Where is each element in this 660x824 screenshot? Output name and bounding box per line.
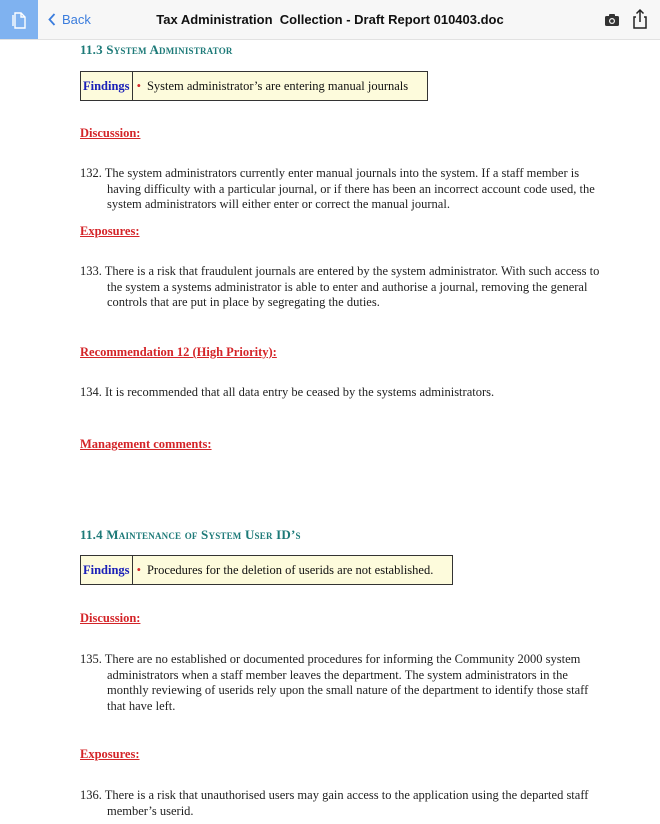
back-label: Back: [62, 12, 91, 27]
findings-text-value: Procedures for the deletion of userids are not established.: [146, 562, 434, 577]
findings-text-value: System administrator’s are entering manual journals: [146, 78, 409, 93]
findings-text: [133, 556, 434, 584]
section-heading: 11.4 Maintenance of System User ID’s: [80, 527, 301, 542]
discussion-label: Discussion:: [80, 611, 141, 625]
bullet-icon: •: [136, 562, 141, 577]
discussion-paragraph: 135. There are no established or documented procedures for informing the Community 2000 system administrators when a staff member leaves the department. The system administrators in the monthly reviewing of userids rely upon the small nature of the department to identify those staff that have left.: [80, 652, 589, 713]
camera-icon[interactable]: [603, 11, 621, 29]
exposures-label: Exposures:: [80, 747, 140, 761]
findings-label: Findings: [81, 72, 133, 100]
document-title: Tax Administration Collection - Draft Report 010403.doc: [156, 12, 504, 27]
exposures-paragraph: 133. There is a risk that fraudulent journals are entered by the system administrator. With such access to the system a systems administrator is able to enter and authorise a journal, removing the general controls that are put in place by segregating the duties.: [80, 264, 600, 309]
findings-box: [80, 71, 428, 101]
share-icon[interactable]: [631, 8, 649, 30]
discussion-paragraph: 132. The system administrators currently enter manual journals into the system. If a staff member is having difficulty with a particular journal, or if there has been an incorrect account code used, the system administrators will either enter or correct the manual journal.: [80, 166, 595, 211]
recommendation-paragraph: 134. It is recommended that all data entry be ceased by the systems administrators.: [80, 385, 495, 399]
exposures-paragraph: 136. There is a risk that unauthorised users may gain access to the application using the departed staff member’s userid.: [80, 788, 589, 818]
management-comments-label: Management comments:: [80, 437, 212, 451]
exposures-label: Exposures:: [80, 224, 140, 238]
section-heading: 11.3 System Administrator: [80, 42, 233, 57]
bullet-icon: •: [136, 78, 141, 93]
top-toolbar: [0, 0, 660, 40]
findings-label: Findings: [81, 556, 133, 584]
findings-box: [80, 555, 453, 585]
recommendation-label: Recommendation 12 (High Priority):: [80, 345, 277, 359]
discussion-label: Discussion:: [80, 126, 141, 140]
findings-text: [133, 72, 409, 100]
